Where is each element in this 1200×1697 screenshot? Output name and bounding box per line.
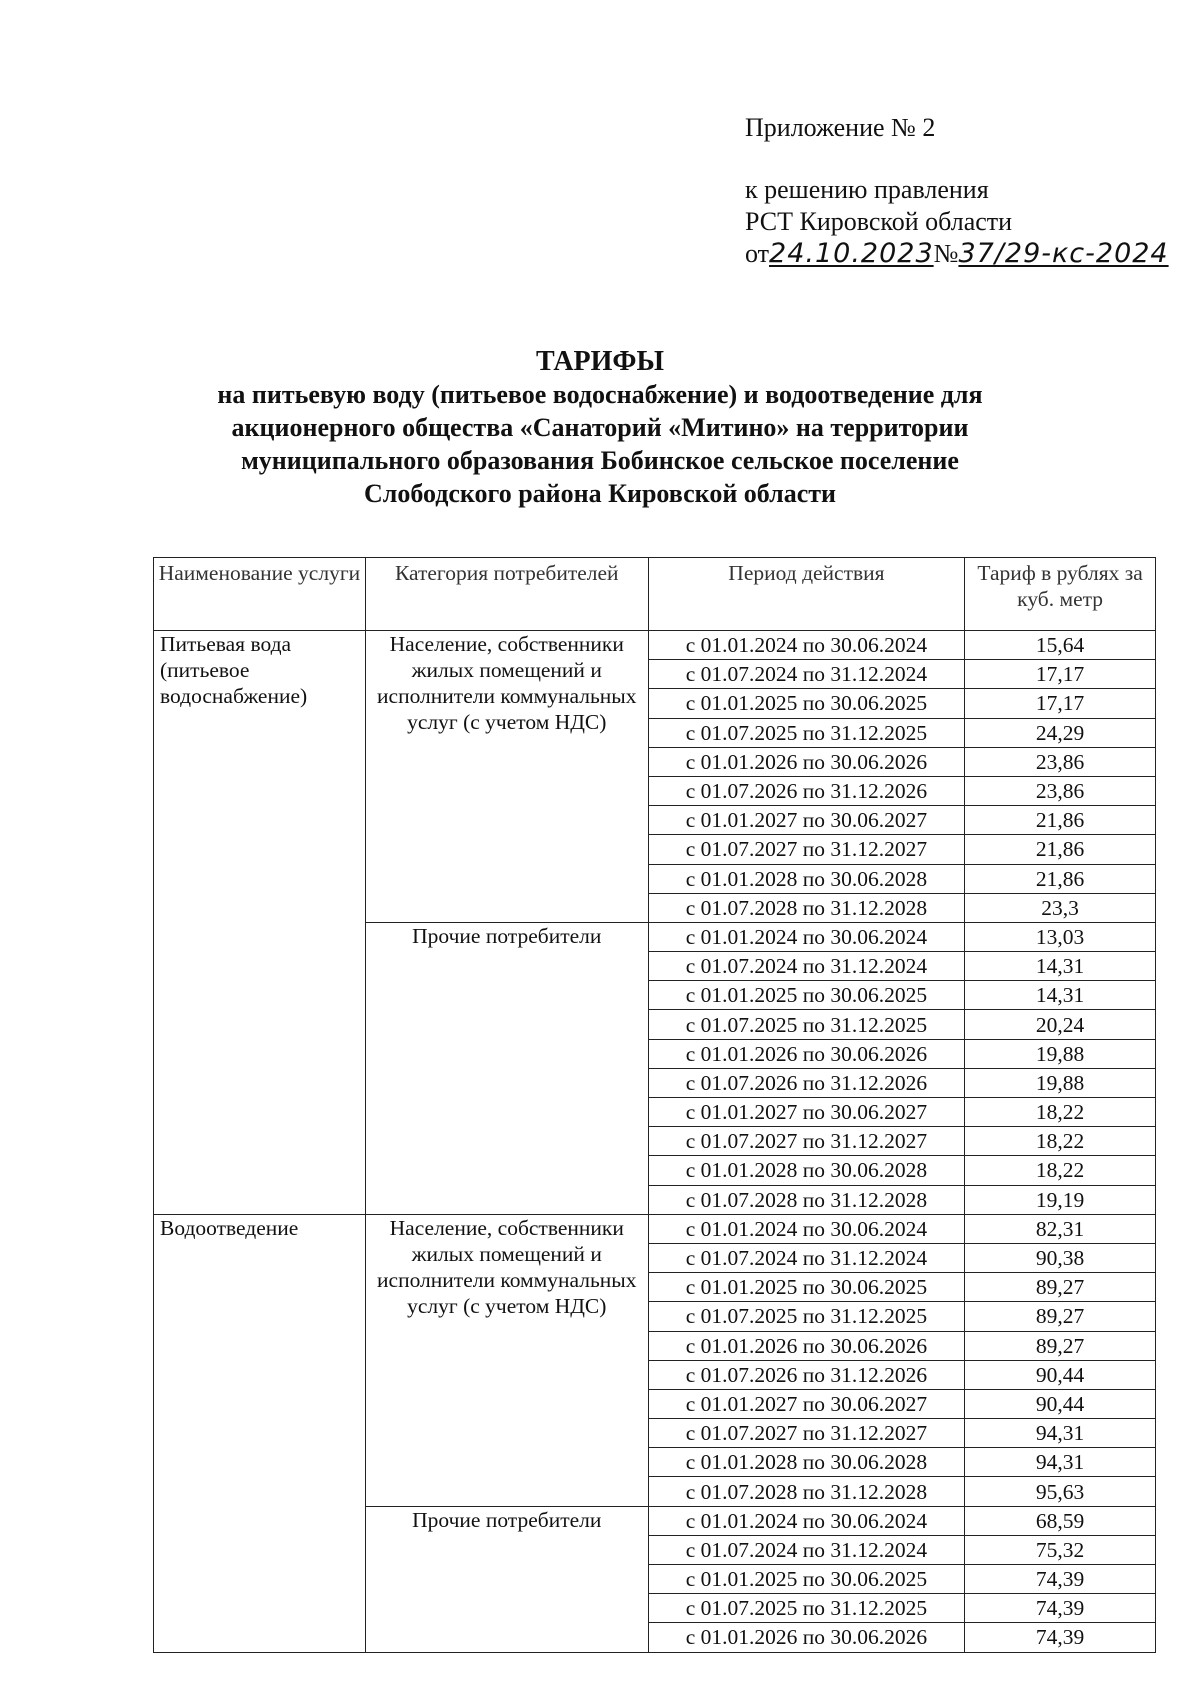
tariff-value-cell: 23,3 <box>965 893 1156 922</box>
period-cell: с 01.07.2027 по 31.12.2027 <box>648 1127 965 1156</box>
period-cell: с 01.07.2025 по 31.12.2025 <box>648 1010 965 1039</box>
period-cell: с 01.01.2024 по 30.06.2024 <box>648 631 965 660</box>
period-cell: с 01.01.2028 по 30.06.2028 <box>648 864 965 893</box>
period-cell: с 01.01.2024 по 30.06.2024 <box>648 922 965 951</box>
title-main: ТАРИФЫ <box>536 346 664 377</box>
table-row <box>154 1214 1156 1243</box>
table-row <box>154 631 1156 660</box>
period-cell: с 01.07.2024 по 31.12.2024 <box>648 660 965 689</box>
tariff-value-cell: 17,17 <box>965 689 1156 718</box>
period-cell: с 01.01.2028 по 30.06.2028 <box>648 1156 965 1185</box>
document-title <box>0 345 1200 510</box>
period-cell: с 01.07.2025 по 31.12.2025 <box>648 1594 965 1623</box>
tariff-value-cell: 19,19 <box>965 1185 1156 1214</box>
period-cell: с 01.07.2024 по 31.12.2024 <box>648 1243 965 1272</box>
tariff-value-cell: 20,24 <box>965 1010 1156 1039</box>
period-cell: с 01.07.2027 по 31.12.2027 <box>648 1419 965 1448</box>
period-cell: с 01.01.2027 по 30.06.2027 <box>648 1389 965 1418</box>
tariff-value-cell: 95,63 <box>965 1477 1156 1506</box>
period-cell: с 01.07.2028 по 31.12.2028 <box>648 893 965 922</box>
handwritten-date: 24.10.2023 <box>769 238 934 269</box>
title-line: на питьевую воду (питьевое водоснабжение) и водоотведение для <box>217 380 983 409</box>
tariff-value-cell: 74,39 <box>965 1623 1156 1652</box>
tariff-value-cell: 82,31 <box>965 1214 1156 1243</box>
period-cell: с 01.01.2026 по 30.06.2026 <box>648 747 965 776</box>
period-cell: с 01.07.2028 по 31.12.2028 <box>648 1477 965 1506</box>
tariff-value-cell: 24,29 <box>965 718 1156 747</box>
tariff-value-cell: 94,31 <box>965 1448 1156 1477</box>
tariff-value-cell: 18,22 <box>965 1127 1156 1156</box>
period-cell: с 01.01.2026 по 30.06.2026 <box>648 1039 965 1068</box>
period-cell: с 01.01.2024 по 30.06.2024 <box>648 1214 965 1243</box>
tariff-value-cell: 74,39 <box>965 1594 1156 1623</box>
appendix-block <box>745 112 1169 270</box>
period-cell: с 01.01.2026 по 30.06.2026 <box>648 1331 965 1360</box>
tariff-value-cell: 21,86 <box>965 806 1156 835</box>
period-cell: с 01.07.2025 по 31.12.2025 <box>648 1302 965 1331</box>
tariff-value-cell: 15,64 <box>965 631 1156 660</box>
period-cell: с 01.07.2024 по 31.12.2024 <box>648 952 965 981</box>
title-line: Слободского района Кировской области <box>363 479 837 508</box>
period-cell: с 01.07.2028 по 31.12.2028 <box>648 1185 965 1214</box>
tariff-value-cell: 14,31 <box>965 952 1156 981</box>
tariff-value-cell: 19,88 <box>965 1068 1156 1097</box>
tariff-value-cell: 94,31 <box>965 1419 1156 1448</box>
period-cell: с 01.07.2026 по 31.12.2026 <box>648 1360 965 1389</box>
appendix-number: Приложение № 2 <box>745 113 936 142</box>
header-tariff: Тариф в рублях за куб. метр <box>965 558 1156 631</box>
consumer-category-cell: Население, собственники жилых помещений и исполнители коммунальных услуг (с учетом НДС) <box>365 631 648 923</box>
appendix-from-label: от <box>745 239 770 268</box>
appendix-decision: к решению правления <box>745 175 989 204</box>
tariff-value-cell: 90,44 <box>965 1360 1156 1389</box>
period-cell: с 01.01.2025 по 30.06.2025 <box>648 689 965 718</box>
period-cell: с 01.01.2027 по 30.06.2027 <box>648 1098 965 1127</box>
period-cell: с 01.01.2024 по 30.06.2024 <box>648 1506 965 1535</box>
period-cell: с 01.01.2026 по 30.06.2026 <box>648 1623 965 1652</box>
consumer-category-cell: Прочие потребители <box>365 922 648 1214</box>
tariff-value-cell: 17,17 <box>965 660 1156 689</box>
title-line: муниципального образования Бобинское сельское поселение <box>241 446 959 475</box>
tariff-value-cell: 75,32 <box>965 1535 1156 1564</box>
tariff-value-cell: 19,88 <box>965 1039 1156 1068</box>
consumer-category-cell: Прочие потребители <box>365 1506 648 1652</box>
tariff-table-body <box>154 631 1156 1653</box>
tariff-value-cell: 74,39 <box>965 1565 1156 1594</box>
period-cell: с 01.01.2028 по 30.06.2028 <box>648 1448 965 1477</box>
period-cell: с 01.07.2024 по 31.12.2024 <box>648 1535 965 1564</box>
tariff-value-cell: 90,38 <box>965 1243 1156 1272</box>
period-cell: с 01.07.2025 по 31.12.2025 <box>648 718 965 747</box>
tariff-value-cell: 90,44 <box>965 1389 1156 1418</box>
service-name-cell: Водоотведение <box>154 1214 366 1652</box>
consumer-category-cell: Население, собственники жилых помещений и исполнители коммунальных услуг (с учетом НДС) <box>365 1214 648 1506</box>
period-cell: с 01.01.2025 по 30.06.2025 <box>648 981 965 1010</box>
tariff-value-cell: 68,59 <box>965 1506 1156 1535</box>
tariff-value-cell: 23,86 <box>965 747 1156 776</box>
appendix-authority: РСТ Кировской области <box>745 207 1013 236</box>
tariff-value-cell: 14,31 <box>965 981 1156 1010</box>
number-sign: № <box>933 239 959 268</box>
tariff-table <box>153 557 1156 1653</box>
period-cell: с 01.01.2025 по 30.06.2025 <box>648 1273 965 1302</box>
tariff-value-cell: 89,27 <box>965 1302 1156 1331</box>
header-service: Наименование услуги <box>154 558 366 631</box>
period-cell: с 01.01.2025 по 30.06.2025 <box>648 1565 965 1594</box>
tariff-value-cell: 21,86 <box>965 835 1156 864</box>
service-name-cell: Питьевая вода (питьевое водоснабжение) <box>154 631 366 1215</box>
tariff-value-cell: 18,22 <box>965 1156 1156 1185</box>
tariff-value-cell: 89,27 <box>965 1273 1156 1302</box>
header-period: Период действия <box>648 558 965 631</box>
title-line: акционерного общества «Санаторий «Митино» на территории <box>231 413 969 442</box>
tariff-value-cell: 13,03 <box>965 922 1156 951</box>
tariff-value-cell: 89,27 <box>965 1331 1156 1360</box>
period-cell: с 01.07.2027 по 31.12.2027 <box>648 835 965 864</box>
appendix-date-number <box>745 238 1169 270</box>
header-category: Категория потребителей <box>365 558 648 631</box>
period-cell: с 01.07.2026 по 31.12.2026 <box>648 1068 965 1097</box>
period-cell: с 01.07.2026 по 31.12.2026 <box>648 776 965 805</box>
table-header-row <box>154 558 1156 631</box>
handwritten-number: 37/29-кс-2024 <box>958 238 1169 269</box>
tariff-value-cell: 23,86 <box>965 776 1156 805</box>
period-cell: с 01.01.2027 по 30.06.2027 <box>648 806 965 835</box>
tariff-value-cell: 18,22 <box>965 1098 1156 1127</box>
tariff-value-cell: 21,86 <box>965 864 1156 893</box>
